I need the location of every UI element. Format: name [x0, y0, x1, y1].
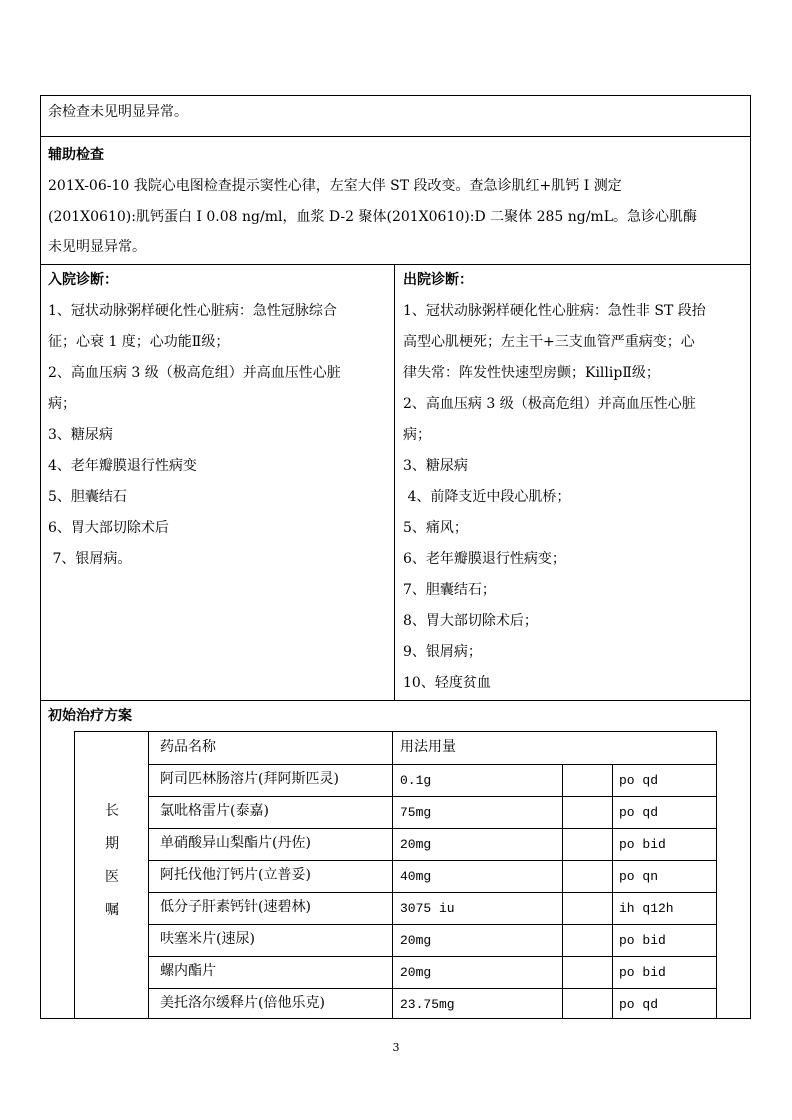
admission-line: 6、胃大部切除术后	[48, 520, 169, 536]
table-border	[148, 828, 716, 829]
discharge-line: 7、胆囊结石；	[403, 582, 496, 598]
drug-name: 呋塞米片(速尿)	[160, 931, 255, 947]
drug-dose: 75mg	[400, 805, 432, 820]
table-border	[148, 731, 149, 1019]
drug-dose: 23.75mg	[400, 997, 455, 1012]
drug-frequency: po qd	[619, 997, 659, 1012]
divider	[40, 264, 751, 265]
discharge-title: 出院诊断：	[403, 272, 473, 288]
drug-name: 美托洛尔缓释片(倍他乐克)	[160, 995, 325, 1011]
table-border	[148, 796, 716, 797]
discharge-line: 4、前降支近中段心肌桥；	[403, 489, 571, 505]
admission-line: 7、银屑病。	[48, 551, 132, 567]
discharge-line: 律失常：阵发性快速型房颤；KillipⅡ级；	[403, 365, 660, 381]
treatment-title: 初始治疗方案	[48, 708, 132, 724]
drug-frequency: po qd	[619, 805, 659, 820]
table-border	[148, 924, 716, 925]
admission-line: 征；心衰 1 度；心功能Ⅱ级；	[48, 334, 230, 350]
discharge-line: 5、痛风；	[403, 520, 468, 536]
drug-dose: 3075 iu	[400, 901, 455, 916]
table-border	[148, 956, 716, 957]
table-border	[392, 731, 393, 1019]
table-border	[716, 731, 717, 1019]
discharge-line: 2、高血压病 3 级（极高危组）并高血压性心脏	[403, 396, 696, 412]
admission-line: 病；	[48, 396, 76, 412]
table-border	[148, 988, 716, 989]
drug-name: 单硝酸异山梨酯片(丹佐)	[160, 835, 311, 851]
discharge-line: 6、老年瓣膜退行性病变；	[403, 551, 566, 567]
discharge-line: 3、糖尿病	[403, 458, 468, 474]
table-border	[74, 731, 75, 1019]
column-header-drug: 药品名称	[160, 739, 216, 755]
drug-name: 阿司匹林肠溶片(拜阿斯匹灵)	[160, 771, 339, 787]
table-border	[148, 892, 716, 893]
drug-dose: 40mg	[400, 869, 432, 884]
admission-title: 入院诊断：	[48, 272, 118, 288]
drug-name: 低分子肝素钙针(速碧林)	[160, 899, 311, 915]
group-label-char: 长	[105, 803, 119, 819]
admission-line: 4、老年瓣膜退行性病变	[48, 458, 197, 474]
drug-dose: 20mg	[400, 837, 432, 852]
drug-frequency: po qn	[619, 869, 659, 884]
admission-line: 1、冠状动脉粥样硬化性心脏病：急性冠脉综合	[48, 303, 337, 319]
table-border	[74, 731, 716, 732]
drug-dose: 20mg	[400, 965, 432, 980]
divider	[40, 700, 751, 701]
aux-exam-line: 未见明显异常。	[48, 239, 146, 255]
admission-line: 2、高血压病 3 级（极高危组）并高血压性心脏	[48, 365, 341, 381]
drug-frequency: po qd	[619, 773, 659, 788]
discharge-line: 高型心肌梗死；左主干+三支血管严重病变；心	[403, 334, 695, 350]
drug-frequency: po bid	[619, 965, 666, 980]
aux-exam-line: 201X-06-10 我院心电图检查提示窦性心律，左室大伴 ST 段改变。查急诊肌红+肌钙 I 测定	[48, 178, 622, 194]
aux-exam-line: (201X0610):肌钙蛋白 I 0.08 ng/ml，血浆 D-2 聚体(201X0610):D 二聚体 285 ng/mL。急诊心肌酶	[48, 209, 698, 225]
page-number: 3	[392, 1041, 400, 1054]
drug-name: 螺内酯片	[160, 963, 216, 979]
drug-name: 阿托伐他汀钙片(立普妥)	[160, 867, 311, 883]
discharge-line: 8、胃大部切除术后；	[403, 613, 538, 629]
top-text: 余检查未见明显异常。	[48, 104, 188, 120]
discharge-line: 1、冠状动脉粥样硬化性心脏病：急性非 ST 段抬	[403, 303, 706, 319]
group-label-char: 期	[105, 836, 119, 852]
drug-name: 氯吡格雷片(泰嘉)	[160, 803, 269, 819]
admission-line: 3、糖尿病	[48, 427, 113, 443]
drug-dose: 0.1g	[400, 773, 432, 788]
aux-exam-title: 辅助检查	[48, 147, 104, 163]
column-header-usage: 用法用量	[400, 739, 456, 755]
drug-frequency: ih q12h	[619, 901, 674, 916]
drug-frequency: po bid	[619, 933, 666, 948]
table-border	[148, 860, 716, 861]
discharge-line: 10、轻度贫血	[403, 675, 491, 691]
column-divider	[394, 264, 395, 700]
discharge-line: 病；	[403, 427, 431, 443]
admission-line: 5、胆囊结石	[48, 489, 127, 505]
drug-frequency: po bid	[619, 837, 666, 852]
group-label-char: 嘱	[105, 902, 119, 918]
divider	[40, 136, 751, 137]
group-label-char: 医	[105, 869, 119, 885]
table-border	[148, 764, 716, 765]
discharge-line: 9、银屑病；	[403, 644, 482, 660]
drug-dose: 20mg	[400, 933, 432, 948]
